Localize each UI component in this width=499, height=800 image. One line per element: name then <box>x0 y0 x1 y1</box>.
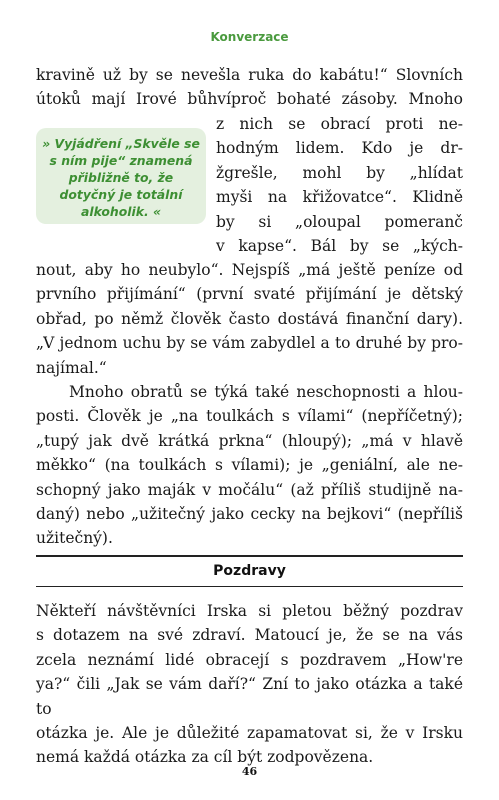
text-line: užitečný). <box>36 529 113 548</box>
text-line: v kapse“. Bál by se „kých- <box>216 237 463 256</box>
text-line: myši na křižovatce“. Klidně <box>216 188 463 207</box>
text-line: obřad, po němž člověk často dostává finanční dary). <box>36 309 463 328</box>
section-paragraph <box>36 599 463 770</box>
text-line: hodným lidem. Kdo je dr- <box>216 139 463 158</box>
paragraph-1-top <box>36 63 463 112</box>
pull-quote-line: alkoholik. « <box>80 204 162 219</box>
text-line: žgrešle, mohl by „hlídat <box>216 163 463 182</box>
text-line: nemá každá otázka za cíl být zodpovězena. <box>36 748 374 767</box>
text-line: posti. Člověk je „na toulkách s vílami“ (nepříčetný); <box>36 407 463 426</box>
pull-quote-line: s ním pije“ znamená <box>49 153 193 168</box>
text-line: „tupý jak dvě krátká prkna“ (hloupý); „má v hlavě <box>36 431 463 450</box>
pull-quote-line: » Vyjádření „Skvěle se <box>42 136 200 151</box>
text-line: nout, aby ho neubylo“. Nejspíš „má ještě peníze od <box>36 261 463 279</box>
text-line: zcela neznámí lidé obracejí s pozdravem „How're <box>36 650 463 669</box>
section-title: Pozdravy <box>213 563 286 579</box>
text-line: Někteří návštěvníci Irska si pletou běžný pozdrav <box>36 602 463 620</box>
pull-quote-line: dotyčný je totální <box>59 187 183 202</box>
text-line: otázka je. Ale je důležité zapamatovat si, že v Irsku <box>36 724 463 743</box>
text-line: kravině už by se nevešla ruka do kabátu!“ Slovních <box>36 66 463 84</box>
pull-quote-line: přibližně to, že <box>68 170 174 185</box>
pull-quote <box>36 128 206 224</box>
text-line: měkko“ (na toulkách s vílami); je „geniální, ale ne- <box>36 456 463 475</box>
section-rule-top <box>36 555 463 557</box>
running-header: Konverzace <box>210 30 289 44</box>
text-line: z nich se obrací proti ne- <box>216 115 463 133</box>
text-line: útoků mají Irové bůhvíproč bohaté zásoby. Mnoho <box>36 90 463 109</box>
section-rule-bottom <box>36 586 463 587</box>
text-line: s dotazem na své zdraví. Matoucí je, že se na vás <box>36 626 463 645</box>
text-line: najímal.“ <box>36 358 107 377</box>
paragraph-1-bottom <box>36 258 463 380</box>
paragraph-2 <box>36 380 463 551</box>
paragraph-1-wrap <box>216 112 463 258</box>
text-line: prvního přijímání“ (první svaté přijímání je dětský <box>36 285 463 304</box>
text-line: „V jednom uchu by se vám zabydlel a to druhé by pro- <box>36 334 463 353</box>
text-line: Mnoho obratů se týká také neschopnosti a hlou- <box>69 383 463 401</box>
page-number: 46 <box>241 765 258 778</box>
text-line: daný) nebo „užitečný jako cecky na bejkovi“ (nepříliš <box>36 505 463 524</box>
text-line: schopný jako maják v močálu“ (až příliš studijně na- <box>36 480 463 499</box>
text-line: ya?“ čili „Jak se vám daří?“ Zní to jako otázka a také to <box>36 675 463 718</box>
text-line: by si „oloupal pomeranč <box>216 212 463 231</box>
